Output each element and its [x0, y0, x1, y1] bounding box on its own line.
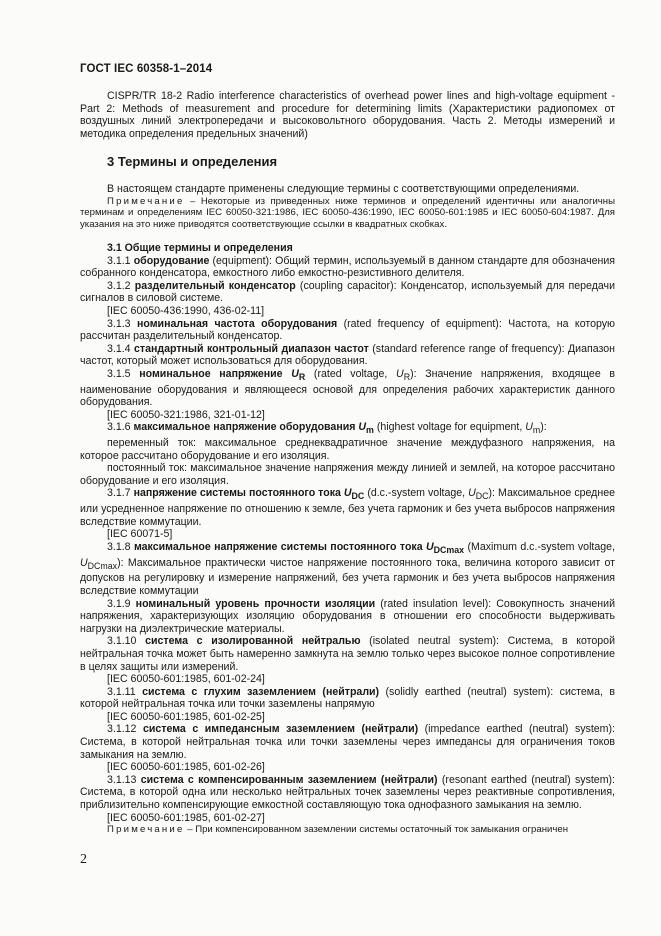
term-3-1-11: 3.1.11 система с глухим заземлением (нейтрали) (solidly earthed (neutral) system): система, в которой нейтральная точка или точки заземлены напрямую: [80, 685, 615, 711]
intro-paragraph: В настоящем стандарте применены следующие термины с соответствующими определениями.: [107, 182, 580, 195]
note-label-2: Примечание: [107, 824, 185, 836]
term-3-1-8: 3.1.8 максимальное напряжение системы постоянного тока $U_{DCmax}$ (Maximum d.c.-system voltage, $U_{DCmax}$): Максимальное практически чистое напряжение постоянного тока, величина которого зависит от допусков на регулировку и измерение напряжений, без учета гармоник и без учета выбросов напряжения вследствие коммутации: [80, 540, 615, 597]
reference-3-1-7: [IEC 60071-5]: [107, 528, 173, 541]
note-text-2: – При компенсированном заземлении системы остаточный ток замыкания ограничен: [184, 824, 568, 836]
subsection-title-text: 3.1 Общие термины и определения: [107, 241, 293, 254]
term-3-1-6-ac: переменный ток: максимальное среднеквадратичное значение междуфазного напряжения, на которое рассчитано оборудование и его изоляция.: [80, 437, 615, 462]
document-header: ГОСТ IEC 60358-1–2014: [80, 63, 213, 75]
page-number: 2: [80, 852, 87, 867]
note-paragraph: [80, 196, 615, 231]
note-label: Примечание: [107, 195, 185, 207]
term-3-1-5: 3.1.5 номинальное напряжение $U_R$ (rated voltage, $U_R$): Значение напряжения, входящее в наименование оборудования и являющееся основой для определения рабочих характеристик данного оборудования.: [80, 367, 616, 409]
term-3-1-6: 3.1.6 максимальное напряжение оборудования $U_m$ (highest voltage for equipment, $U_m$):: [107, 421, 547, 436]
term-3-1-12: 3.1.12 система с импедансным заземлением (нейтрали) (impedance earthed (neutral) system): Система, в которой нейтральная точка или точки заземлены через импедансы для ограничения токов замыкания на землю.: [80, 723, 615, 761]
term-3-1-3: 3.1.3 номинальная частота оборудования (rated frequency of equipment): Частота, на которую рассчитан разделительный конденсатор.: [80, 317, 615, 343]
reference-3-1-5: [IEC 60050-321:1986, 321-01-12]: [107, 408, 265, 421]
reference-3-1-12: [IEC 60050-601:1985, 601-02-26]: [107, 761, 265, 774]
term-3-1-13: 3.1.13 система с компенсированным заземлением (нейтрали) (resonant earthed (neutral) system): Система, в которой одна или несколько нейтральных точек заземлены через реактивные сопротивления, приблизительно компенсирующие емкостной составляющую тока однофазного замыкания на землю.: [80, 773, 615, 812]
note-text: – Некоторые из приведенных ниже терминов и определений идентичны или аналогичны терминам и определениям IEC 60050-321:1986, IEC 60050-436:1990, IEC 60050-601:1985 и IEC 60050-604:1987. Для указания на это ниже приводятся соответствующие ссылки в квадратных скобках.: [80, 195, 615, 231]
term-3-1-9: 3.1.9 номинальный уровень прочности изоляции (rated insulation level): Совокупность значений напряжения, характеризующих изоляцию оборудования в отношении его способности выдерживать нагрузки на диэлектрические материалы.: [80, 597, 615, 635]
reference-3-1-10: [IEC 60050-601:1985, 601-02-24]: [107, 673, 265, 686]
term-3-1-6-dc: постоянный ток: максимальное значение напряжения между линией и землей, на которое рассчитано оборудование и его изоляция.: [80, 462, 615, 487]
reference-3-1-13: [IEC 60050-601:1985, 601-02-27]: [107, 811, 265, 824]
section-title: 3 Термины и определения: [107, 154, 278, 170]
term-3-1-4: 3.1.4 стандартный контрольный диапазон частот (standard reference range of frequency): Диапазон частот, который может использоваться для оборудования.: [80, 342, 615, 368]
term-3-1-7: 3.1.7 напряжение системы постоянного тока $U_{DC}$ (d.c.-system voltage, $U_{DC}$): Максимальное среднее или усредненное напряжение по отношению к земле, без учета гармоник и без учета выбросов напряжения вследствие коммутации.: [80, 487, 615, 528]
term-3-1-2: 3.1.2 разделительный конденсатор (coupling capacitor): Конденсатор, используемый для передачи сигналов в силовой системе.: [80, 279, 615, 305]
subsection-title: [80, 242, 615, 255]
reference-paragraph: CISPR/TR 18-2 Radio interference characteristics of overhead power lines and high-voltage equipment - Part 2: Methods of measurement and procedure for determining limits (Характеристики радиопомех от воздушных линий электропередачи и высоковольтного оборудования. Часть 2. Методы измерений и методика определения предельных значений): [80, 90, 615, 140]
note-paragraph-2: [80, 824, 615, 836]
document-body: [80, 90, 615, 836]
reference-3-1-11: [IEC 60050-601:1985, 601-02-25]: [107, 710, 265, 723]
term-3-1-1: 3.1.1 оборудование (equipment): Общий термин, используемый в данном стандарте для обозначения собранного конденсатора, емкостного либо емкостно-резистивного делителя.: [80, 254, 615, 280]
reference-3-1-2: [IEC 60050-436:1990, 436-02-11]: [107, 304, 265, 317]
term-3-1-10: 3.1.10 система с изолированной нейтралью (isolated neutral system): Система, в которой нейтральная точка может быть намеренно замкнута на землю только через высокое полное сопротивление в целях защиты или измерений.: [80, 635, 615, 673]
